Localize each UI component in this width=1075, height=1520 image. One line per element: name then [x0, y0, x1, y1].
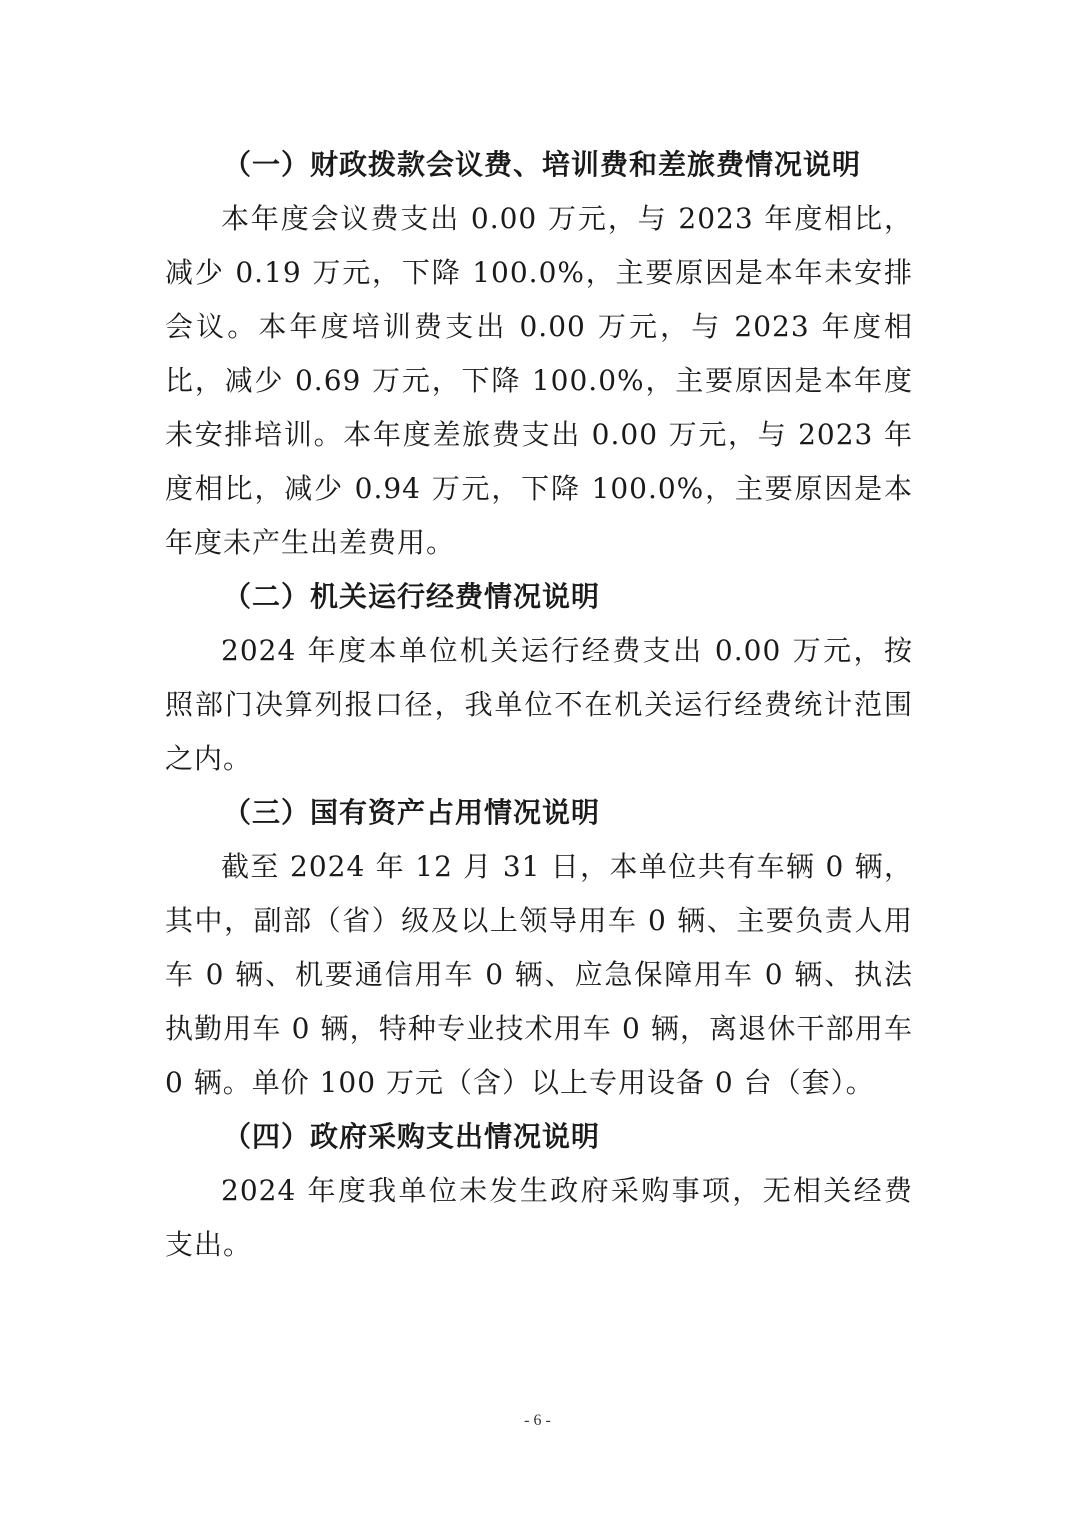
section-paragraph-1: 本年度会议费支出 0.00 万元，与 2023 年度相比，减少 0.19 万元，下降 100.0%，主要原因是本年未安排会议。本年度培训费支出 0.00 万元，与 2023 年度相比，减少 0.69 万元，下降 100.0%，主要原因是本年度未安排培训。本年度差旅费支出 0.00 万元，与 2023 年度相比，减少 0.94 万元，下降 100.0%，主要原因是本年度未产生出差费用。 — [165, 202, 913, 559]
section-heading-3: （三）国有资产占用情况说明 — [223, 796, 601, 829]
section-paragraph-2: 2024 年度本单位机关运行经费支出 0.00 万元，按照部门决算列报口径，我单位不在机关运行经费统计范围之内。 — [165, 634, 913, 775]
section-paragraph-4: 2024 年度我单位未发生政府采购事项，无相关经费支出。 — [165, 1174, 913, 1261]
section-heading-1: （一）财政拨款会议费、培训费和差旅费情况说明 — [223, 148, 862, 181]
document-body — [165, 138, 913, 1272]
section-heading-4: （四）政府采购支出情况说明 — [223, 1120, 601, 1153]
page-number: - 6 - — [524, 1412, 551, 1429]
section-heading-2: （二）机关运行经费情况说明 — [223, 580, 601, 613]
section-paragraph-3: 截至 2024 年 12 月 31 日，本单位共有车辆 0 辆，其中，副部（省）级及以上领导用车 0 辆、主要负责人用车 0 辆、机要通信用车 0 辆、应急保障用车 0 辆、执法执勤用车 0 辆，特种专业技术用车 0 辆，离退休干部用车 0 辆。单价 100 万元（含）以上专用设备 0 台（套）。 — [165, 850, 913, 1099]
